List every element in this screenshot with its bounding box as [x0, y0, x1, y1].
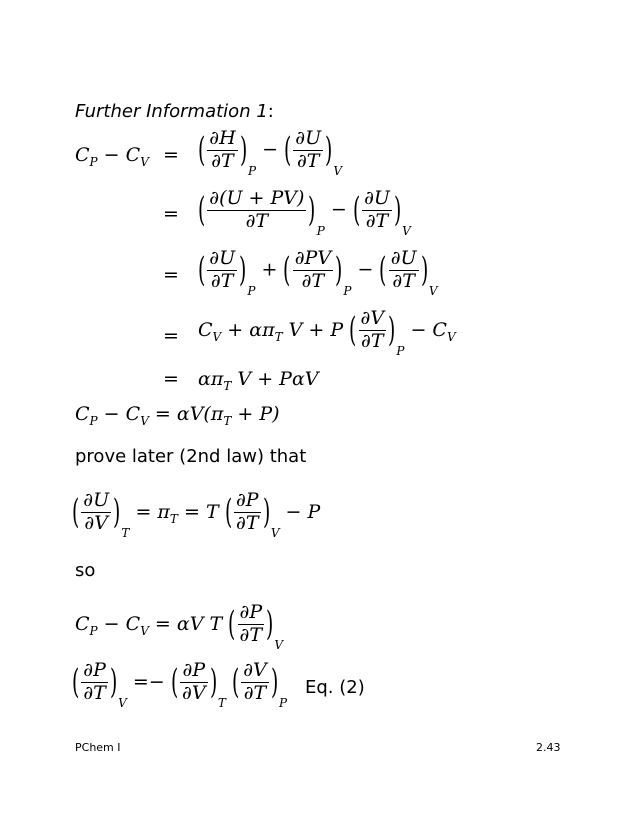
eq-sign-5: =: [163, 368, 179, 390]
eq-sign-1: =: [163, 144, 179, 166]
heading-colon: :: [267, 101, 274, 122]
section-heading: [75, 101, 274, 122]
heading-title: Further Information 1: [75, 101, 268, 122]
footer-page-number: 2.43: [536, 741, 561, 754]
so-text: so: [75, 560, 96, 581]
eq-line-1: $C_P - C_V$: [75, 144, 149, 169]
eq-rhs-1: ( $\frac{\partial H}{\partial T}$ )$_P$ − ( $\frac{\partial U}{\partial T}$ )$_V$: [197, 127, 343, 179]
prove-later-text: prove later (2nd law) that: [75, 446, 307, 467]
eq-rhs-2: ( $\frac{\partial(U + PV)}{\partial T}$ )$_P$ − ( $\frac{\partial U}{\partial T}$ )$_V$: [197, 187, 411, 239]
eq-2-label: Eq. (2): [305, 677, 365, 698]
eq-sign-2: =: [163, 203, 179, 225]
eq-result: $C_P - C_V = \alpha V(\pi_T + P)$: [75, 403, 280, 428]
eq-rhs-5: $\alpha\pi_T$ V + PαV: [198, 368, 319, 393]
eq-cp-cv-final: $C_P - C_V = \alpha V$ T ( $\frac{\partial P}{\partial T}$ )$_V$: [75, 601, 284, 653]
eq-internal-pressure: ( $\frac{\partial U}{\partial V}$ )$_T = \pi_T = T$ ( $\frac{\partial P}{\partial T}$ )$_V - P$: [71, 489, 321, 541]
eq-rhs-4: $C_V + \alpha\pi_T$ V + P ( $\frac{\partial V}{\partial T}$ )$_P - C_V$: [198, 307, 456, 359]
eq-sign-4: =: [163, 325, 179, 347]
eq-rhs-3: ( $\frac{\partial U}{\partial T}$ )$_P$ + ( $\frac{\partial PV}{\partial T}$ )$_P$ − ( $\frac{\partial U}{\partial T}$ )$_V$: [197, 247, 438, 299]
eq-2: ( $\frac{\partial P}{\partial T}$ )$_V$ =− ( $\frac{\partial P}{\partial V}$ )$_T$ ( $\frac{\partial V}{\partial T}$ )$_P$: [71, 659, 288, 711]
eq-sign-3: =: [163, 264, 179, 286]
footer-left: PChem I: [75, 741, 121, 754]
